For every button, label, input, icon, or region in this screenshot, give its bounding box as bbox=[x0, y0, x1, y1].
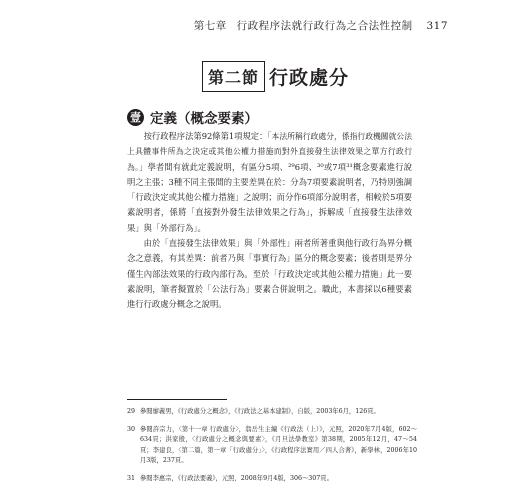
running-head bbox=[194, 18, 448, 33]
footnotes bbox=[127, 407, 417, 492]
subsection-title: 定義（概念要素） bbox=[150, 111, 258, 127]
paragraph-1-lead: 按行政程序法第92條第1項規定：「 bbox=[143, 131, 272, 141]
chapter-label: 第七章 bbox=[193, 20, 227, 32]
footnote-text: 參閱許宗力，〈第十一章 行政處分〉，翁岳生主編《行政法（上）》，元照，2020年7月4版，602～634頁；洪家殷，〈行政處分之概念與要素〉，《月旦法學教室》第38期，2005年12月，47～54頁；李建良，〈第二篇，第一章「行政處分」〉，《行政程序法實用／四人合著》，新學林，2006年10月3版，237頁。 bbox=[140, 425, 417, 465]
paragraph-2: 由於「直接發生法律效果」與「外部性」兩者所著重與他行政行為界分概念之意義，有其差異：前者乃與「事實行為」區分的概念要素；後者則是界分僅生內部法效果的行政內部行為。至於「行政決定或其他公權力措施」此一要素說明，筆者擬置於「公法行為」要素合併說明之。職此，本書採以6種要素進行行政處分概念之說明。 bbox=[127, 238, 412, 310]
footnote-text: 參閱李惠宗，《行政法要義》，元照，2008年9月4版，306～307頁。 bbox=[140, 474, 333, 482]
statute-quote: 本法所稱行政處分，係指行政機關就公法上具體事件所為之決定或其他公權力措施而對外直接發生法律效果之單方行政行為。 bbox=[127, 132, 413, 172]
footnote-text: 參閱廖義男，《行政處分之概念》，《行政法之基本建制》，自版，2003年6月，126頁。 bbox=[140, 408, 380, 415]
section-title: 行政處分 bbox=[269, 66, 350, 89]
body-text bbox=[127, 129, 412, 313]
subsection-number-badge: 壹 bbox=[127, 109, 144, 126]
subsection-heading bbox=[127, 107, 258, 127]
paragraph-1 bbox=[127, 129, 412, 236]
footnote bbox=[127, 474, 417, 485]
section-heading bbox=[202, 59, 349, 93]
footnote-divider bbox=[127, 399, 227, 400]
page-number: 317 bbox=[426, 20, 448, 32]
footnote-number: 29 bbox=[127, 408, 136, 415]
footnote-number: 30 bbox=[127, 425, 136, 433]
footnote bbox=[127, 425, 417, 467]
paragraph-1-tail: 」學者間有就此定義說明，有區分5項、²⁹6項、³⁰或7項³¹概念要素進行說明之主張；3種不同主張間的主要差異在於：分為7項要素說明者，乃特別強調「行政決定或其他公權力措施」之說明；而分作6項部分說明者，相較於5項要素說明者，係將「直接對外發生法律效果之行為」，拆解成「直接發生法律效果」與「外部行為」。 bbox=[127, 161, 412, 233]
footnote-number: 31 bbox=[127, 474, 136, 482]
chapter-title: 行政程序法就行政行為之合法性控制 bbox=[236, 20, 413, 32]
section-label-box: 第二節 bbox=[202, 61, 265, 92]
footnote bbox=[127, 407, 417, 418]
